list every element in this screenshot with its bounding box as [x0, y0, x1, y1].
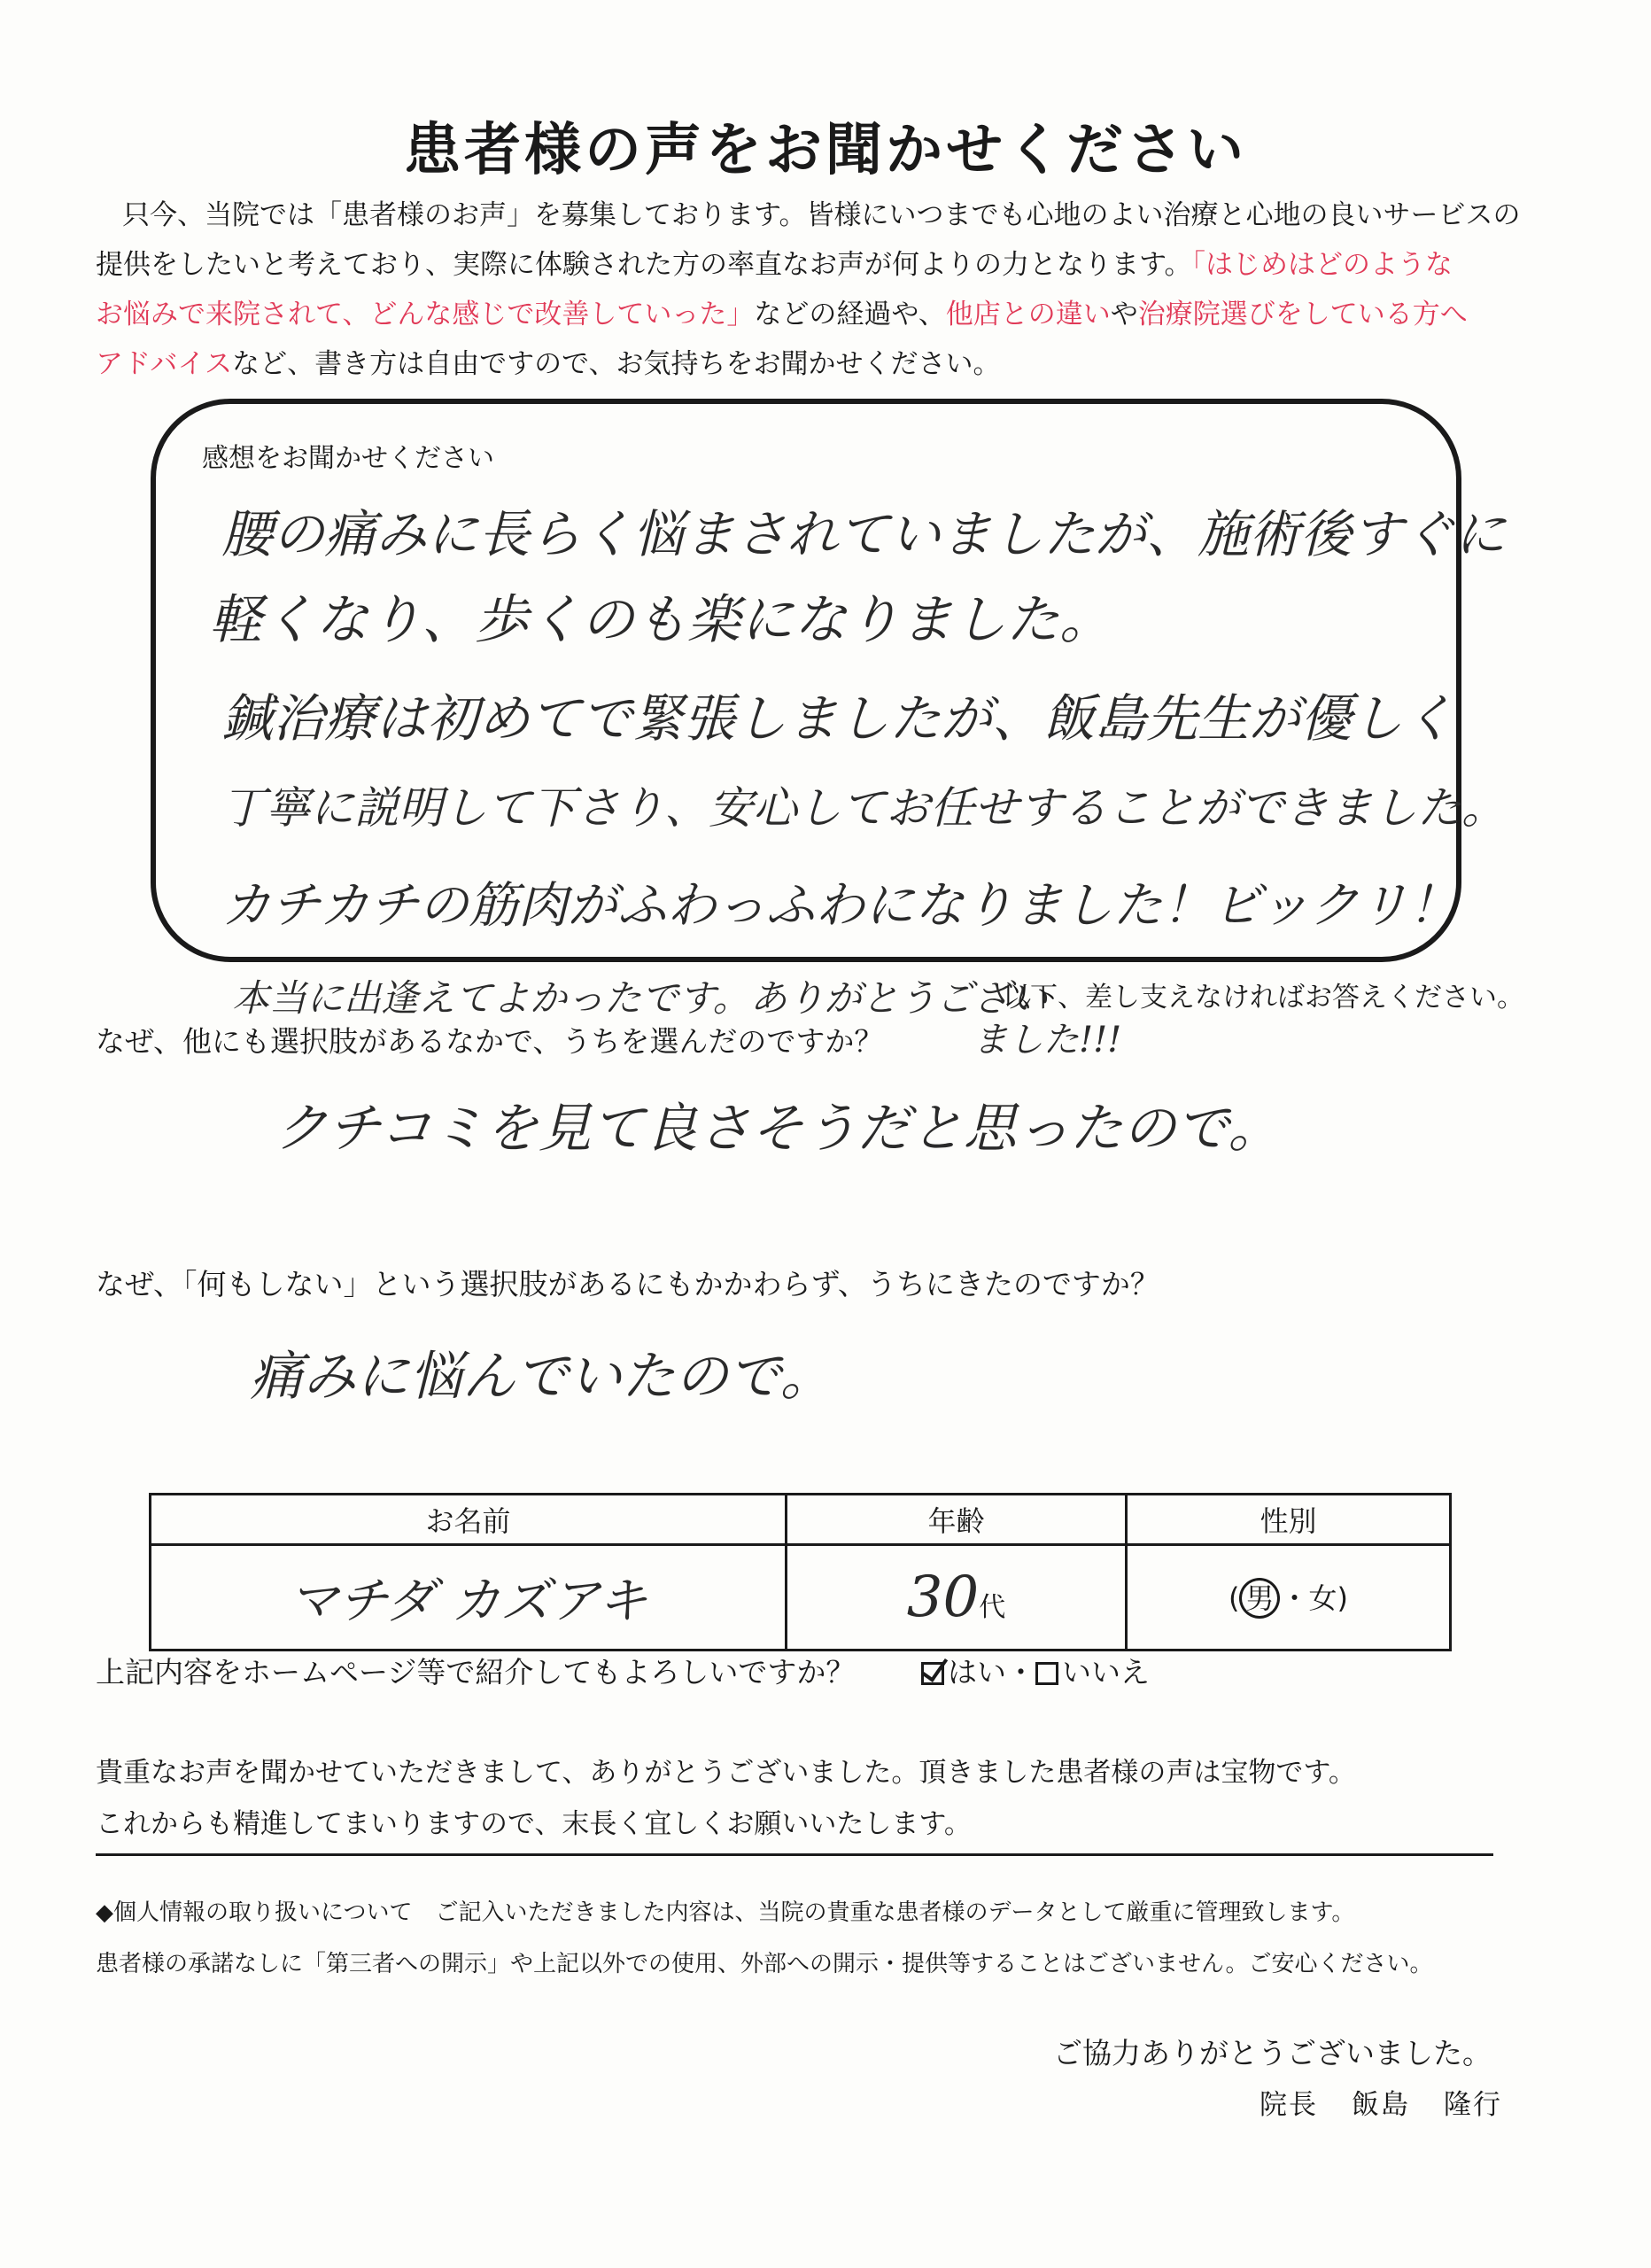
- gender-separator: ・: [1280, 1581, 1309, 1615]
- intro-line-3-highlight-1: お悩みで来院されて、どんな感じで改善していった」: [96, 299, 755, 330]
- optional-note: 以下、差し支えなければお答えください。: [1003, 982, 1524, 1014]
- impression-line-2: 軽くなり、歩くのも楽になりました。: [209, 589, 1112, 651]
- intro-text: [96, 190, 1521, 389]
- intro-line-3-highlight-3: 治療院選びをしている方へ: [1137, 299, 1468, 330]
- consent-options: [921, 1650, 1150, 1691]
- age-unit: 代: [979, 1592, 1006, 1623]
- answer-2: 痛みに悩んでいたので。: [250, 1346, 833, 1408]
- consent-no-checkbox[interactable]: [1035, 1662, 1058, 1685]
- intro-line-2: [96, 240, 1513, 290]
- table-row: [151, 1545, 1451, 1651]
- privacy-line-1: ◆個人情報の取り扱いについて ご記入いただきました内容は、当院の貴重な患者様のデータとして厳重に管理致します。: [96, 1899, 1355, 1926]
- consent-question: 上記内容をホームページ等で紹介してもよろしいですか？: [96, 1655, 856, 1689]
- patient-info-table: [149, 1493, 1452, 1651]
- thanks-line-2: これからも精進してまいりますので、末長く宜しくお願いいたします。: [96, 1808, 972, 1840]
- privacy-notice: [96, 1887, 1433, 1990]
- intro-line-2-highlight: 「はじめはどのような: [1191, 249, 1453, 281]
- intro-line-4-text: など、書き方は自由ですので、お気持ちをお聞かせください。: [232, 348, 1001, 380]
- gender-female: 女: [1308, 1581, 1337, 1615]
- consent-no-label: いいえ: [1062, 1655, 1150, 1689]
- page-title: 患者様の声をお聞かせください: [404, 118, 1247, 183]
- age-cell: [787, 1545, 1127, 1651]
- signature-given: 隆行: [1444, 2089, 1502, 2121]
- gender-options: [1229, 1581, 1348, 1615]
- intro-line-3-text-1: などの経過や、: [754, 299, 946, 330]
- divider: [96, 1853, 1493, 1856]
- impression-line-1: 腰の痛みに長らく悩まされていましたが、施術後すぐに: [221, 504, 1507, 564]
- impression-line-6: 本当に出逢えてよかったです。ありがとうござい: [232, 976, 1048, 1020]
- patient-name: マチダ カズアキ: [289, 1573, 647, 1630]
- gender-male-selected: 男: [1239, 1578, 1280, 1619]
- intro-line-3-text-2: や: [1110, 299, 1138, 330]
- patient-age: 30: [906, 1565, 980, 1630]
- name-cell: [151, 1545, 787, 1651]
- intro-line-3: [96, 290, 1513, 339]
- privacy-line-2: 患者様の承諾なしに「第三者への開示」や上記以外での使用、外部への開示・提供等することはございません。ご安心ください。: [96, 1951, 1433, 1977]
- header-age: 年齢: [787, 1495, 1127, 1545]
- closing-message: ご協力ありがとうございました。: [1053, 2036, 1492, 2070]
- table-header-row: [151, 1495, 1451, 1545]
- gender-close: ): [1337, 1581, 1348, 1615]
- signature-surname: 飯島: [1352, 2089, 1410, 2121]
- intro-line-4: [96, 339, 1513, 389]
- question-1: なぜ、他にも選択肢があるなかで、うちを選んだのですか？: [96, 1024, 884, 1059]
- intro-line-2-text: 提供をしたいと考えており、実際に体験された方の率直なお声が何よりの力となります。: [96, 249, 1192, 281]
- impression-line-4: 丁寧に説明して下さり、安心してお任せすることができました。: [221, 782, 1506, 834]
- signature-role: 院長: [1260, 2089, 1318, 2121]
- header-name: お名前: [151, 1495, 787, 1545]
- impression-line-5: カチカチの筋肉がふわっふわになりました！ビックリ！: [221, 877, 1459, 935]
- thanks-line-1: 貴重なお声を聞かせていただきまして、ありがとうございました。頂きました患者様の声は宝物です。: [96, 1757, 1356, 1789]
- consent-yes-label: はい: [948, 1655, 1006, 1689]
- answer-1: クチコミを見て良さそうだと思ったので。: [275, 1098, 1282, 1160]
- intro-line-4-highlight: アドバイス: [96, 348, 233, 380]
- signature: [1260, 2082, 1502, 2122]
- impression-label: 感想をお聞かせください: [202, 443, 494, 474]
- intro-line-3-highlight-2: 他店との違い: [945, 299, 1111, 330]
- gender-open: (: [1228, 1581, 1240, 1615]
- header-gender: 性別: [1127, 1495, 1451, 1545]
- impression-line-3: 鍼治療は初めてで緊張しましたが、飯島先生が優しく: [221, 688, 1455, 749]
- gender-cell: [1127, 1545, 1451, 1651]
- impression-line-7: ました!!!: [973, 1020, 1122, 1060]
- consent-separator: ・: [1006, 1655, 1035, 1689]
- question-2: なぜ、「何もしない」という選択肢があるにもかかわらず、うちにきたのですか？: [96, 1267, 1159, 1301]
- consent-yes-checkbox[interactable]: [921, 1662, 944, 1685]
- thanks-message: [96, 1747, 1356, 1850]
- intro-line-1: 只今、当院では「患者様のお声」を募集しております。皆様にいつまでも心地のよい治療と心地の良いサービスの: [122, 199, 1521, 231]
